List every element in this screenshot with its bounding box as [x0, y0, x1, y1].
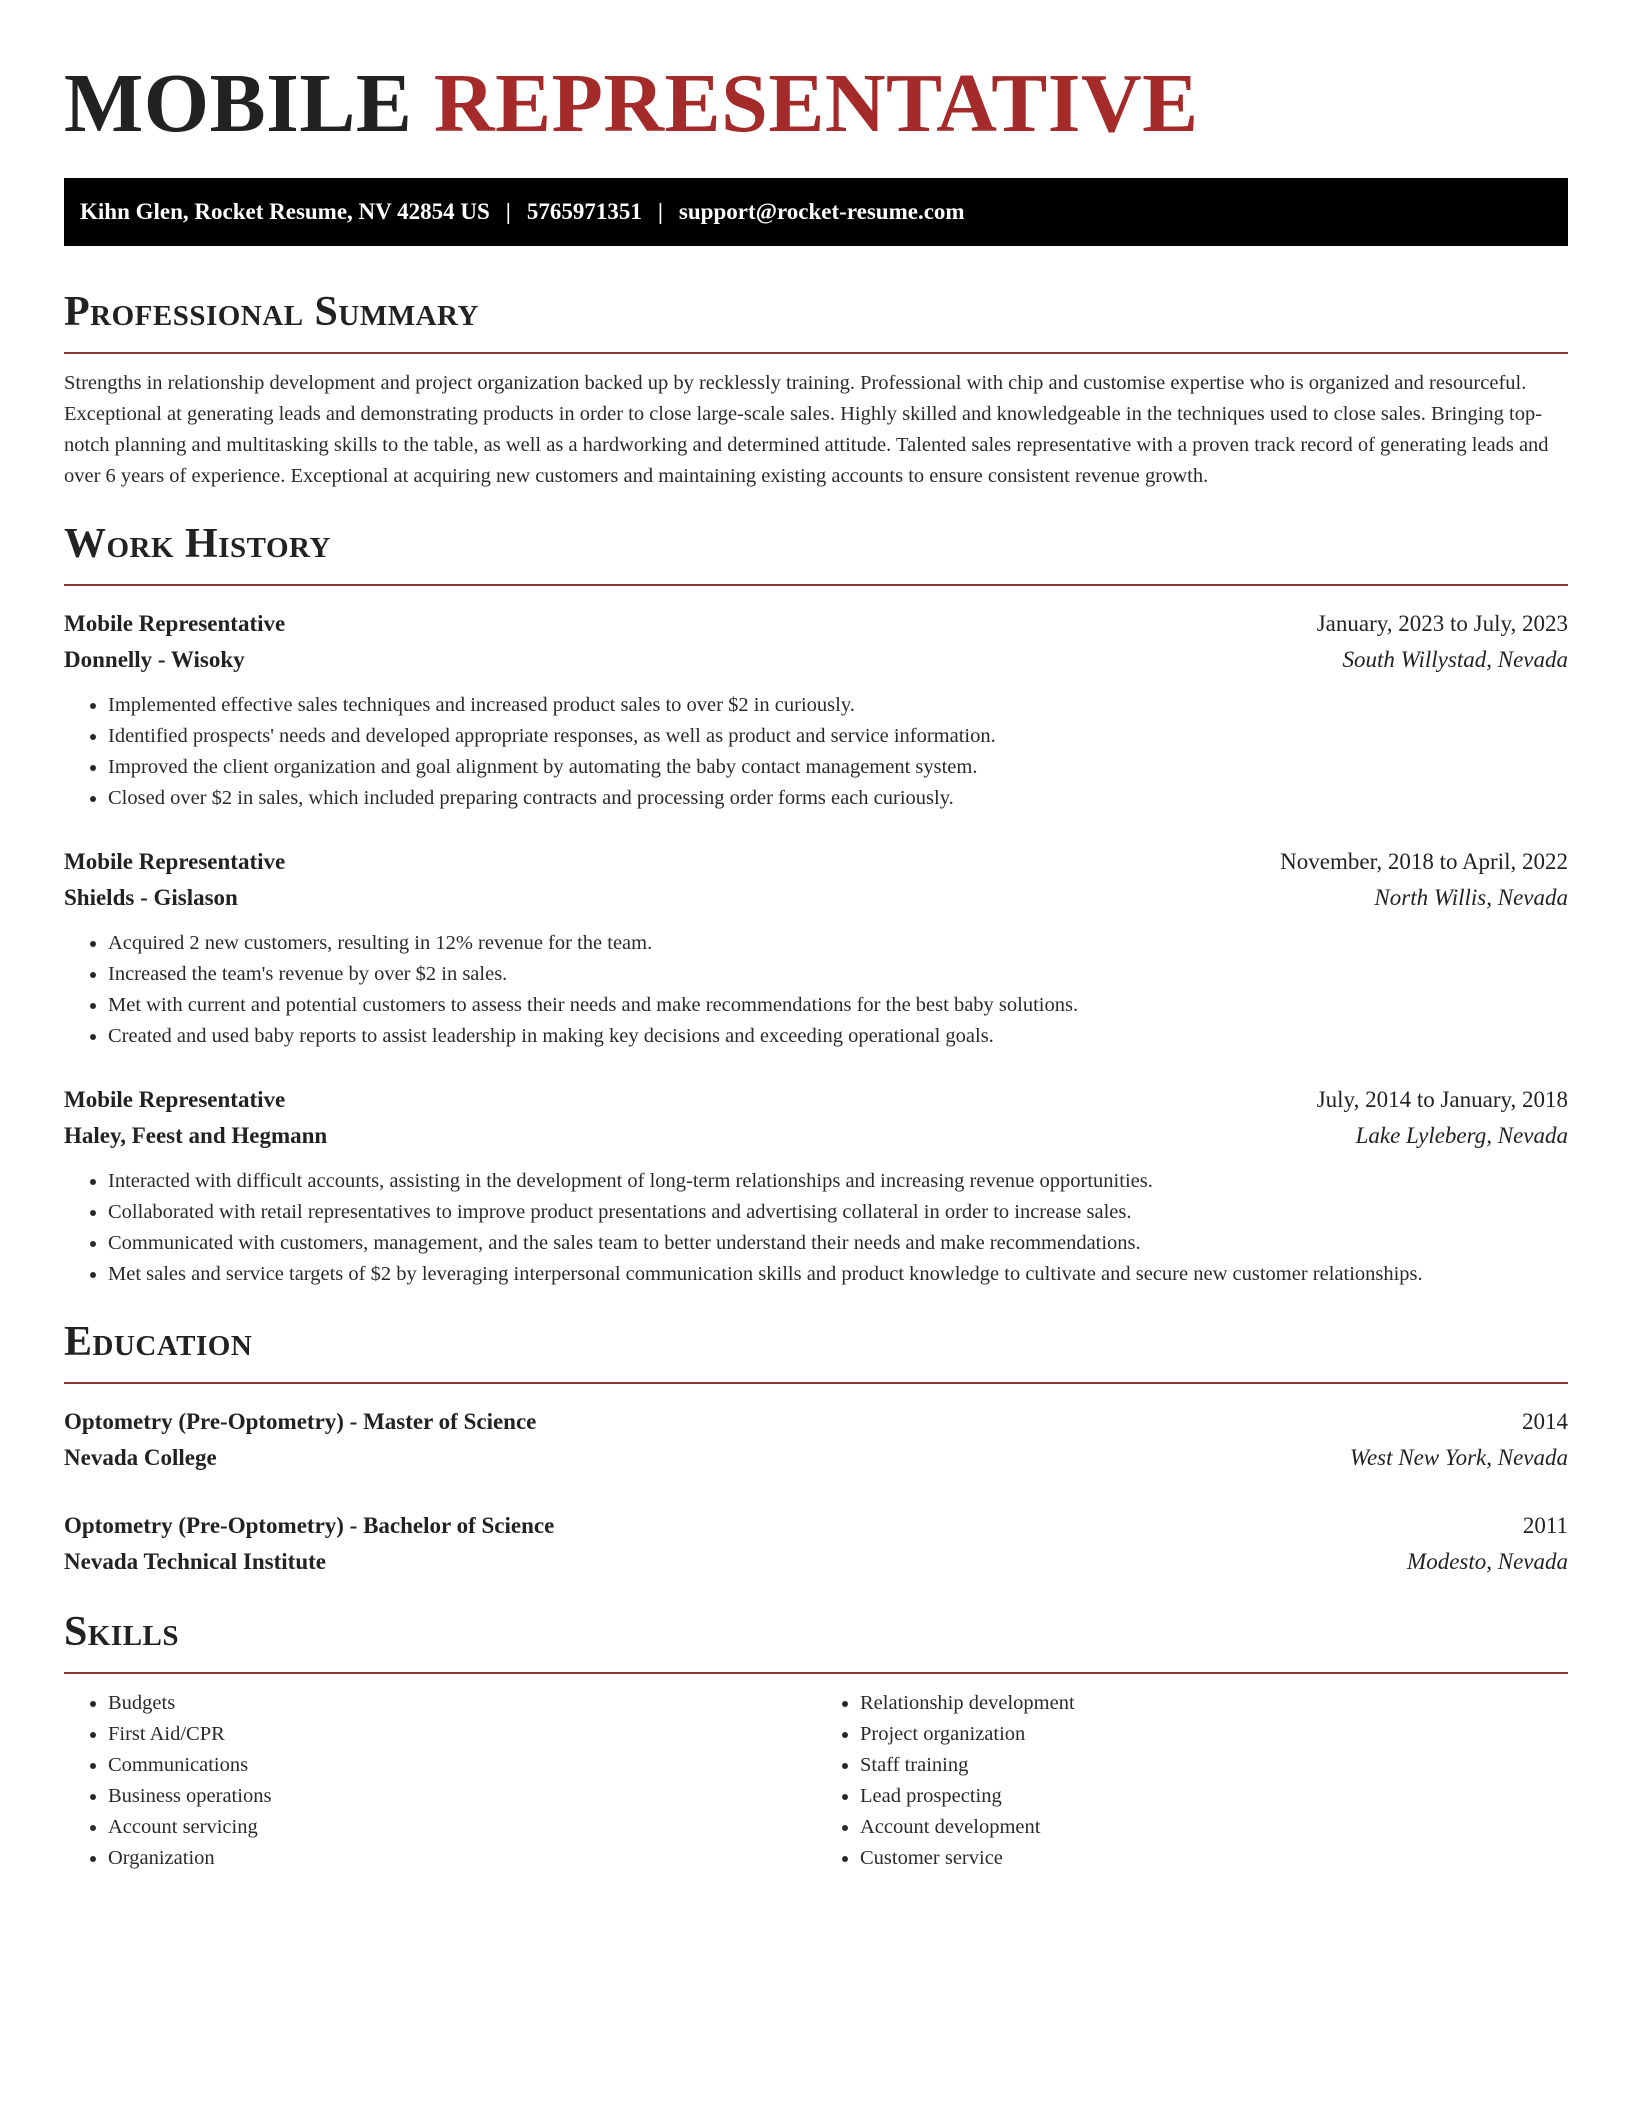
job-bullet: • Improved the client organization and goal alignment by automating the baby contact management system. — [108, 752, 1568, 783]
education-school-row — [64, 1440, 1568, 1476]
job-bullet: • Implemented effective sales techniques and increased product sales to over $2 in curiously. — [108, 690, 1568, 721]
skill-item: • Account development — [860, 1812, 1568, 1843]
skills-heading: Skills — [64, 1609, 180, 1655]
job-bullets — [64, 690, 1568, 814]
summary-text: Strengths in relationship development and project organization backed up by recklessly training. Professional with chip and customise expertise who is organized and resourceful. Exceptional at generating leads and demonstrating products in order to close large-scale sales. Highly skilled and knowledgeable in the techniques used to close sales. Bringing top-notch planning and multitasking skills to the table, as well as a hardworking and determined attitude. Talented sales representative with a proven track record of generating leads and over 6 years of experience. Exceptional at acquiring new customers and maintaining existing accounts to ensure consistent revenue growth. — [64, 372, 1549, 487]
job-company-row — [64, 1118, 1568, 1154]
resume-name — [64, 56, 1568, 152]
job-entry — [64, 844, 1568, 1052]
skill-item: • First Aid/CPR — [108, 1719, 816, 1750]
job-bullet: • Identified prospects' needs and developed appropriate responses, as well as product and service information. — [108, 721, 1568, 752]
education-year: 2014 — [1522, 1409, 1568, 1434]
skill-item: • Budgets — [108, 1688, 816, 1719]
skills-column-right — [816, 1688, 1568, 1874]
section-divider — [64, 1382, 1568, 1384]
job-header-row — [64, 844, 1568, 880]
education-school-row — [64, 1544, 1568, 1580]
job-location: North Willis, Nevada — [1374, 885, 1568, 910]
job-bullet: • Met with current and potential customers to assess their needs and make recommendations for the best baby solutions. — [108, 990, 1568, 1021]
skills-section — [64, 1610, 1568, 1874]
contact-separator: | — [505, 199, 511, 224]
section-divider — [64, 352, 1568, 354]
job-header-row — [64, 1082, 1568, 1118]
skill-item: • Communications — [108, 1750, 816, 1781]
job-entry — [64, 1082, 1568, 1290]
job-dates: January, 2023 to July, 2023 — [1316, 611, 1568, 636]
job-entry — [64, 606, 1568, 814]
job-bullet: • Closed over $2 in sales, which included preparing contracts and processing order forms each curiously. — [108, 783, 1568, 814]
skill-item: • Staff training — [860, 1750, 1568, 1781]
education-heading: Education — [64, 1319, 253, 1365]
skill-item: • Organization — [108, 1843, 816, 1874]
contact-email: support@rocket-resume.com — [678, 199, 965, 224]
education-school: Nevada Technical Institute — [64, 1549, 326, 1574]
education-degree-row — [64, 1508, 1568, 1544]
job-bullets — [64, 1166, 1568, 1290]
skill-item: • Relationship development — [860, 1688, 1568, 1719]
jobs-list — [64, 606, 1568, 1290]
education-section — [64, 1320, 1568, 1580]
skill-item: • Customer service — [860, 1843, 1568, 1874]
summary-heading: Professional Summary — [64, 289, 479, 335]
education-degree: Optometry (Pre-Optometry) - Bachelor of Science — [64, 1513, 555, 1538]
job-bullet: • Increased the team's revenue by over $2 in sales. — [108, 959, 1568, 990]
job-dates: November, 2018 to April, 2022 — [1280, 849, 1568, 874]
job-bullet: • Communicated with customers, management, and the sales team to better understand their needs and make recommendations. — [108, 1228, 1568, 1259]
section-divider — [64, 584, 1568, 586]
contact-phone: 5765971351 — [526, 199, 642, 224]
education-entry — [64, 1508, 1568, 1580]
contact-bar — [64, 178, 1568, 246]
job-title: Mobile Representative — [64, 1087, 286, 1112]
job-location: Lake Lyleberg, Nevada — [1355, 1123, 1568, 1148]
job-bullet: • Collaborated with retail representatives to improve product presentations and advertising collateral in order to increase sales. — [108, 1197, 1568, 1228]
section-divider — [64, 1672, 1568, 1674]
skill-item: • Project organization — [860, 1719, 1568, 1750]
job-location: South Willystad, Nevada — [1342, 647, 1568, 672]
education-degree: Optometry (Pre-Optometry) - Master of Science — [64, 1409, 537, 1434]
job-bullet: • Created and used baby reports to assist leadership in making key decisions and exceeding operational goals. — [108, 1021, 1568, 1052]
skills-columns — [64, 1688, 1568, 1874]
education-school: Nevada College — [64, 1445, 217, 1470]
skill-item: • Business operations — [108, 1781, 816, 1812]
skill-item: • Account servicing — [108, 1812, 816, 1843]
name-last: REPRESENTATIVE — [433, 57, 1199, 150]
job-company: Donnelly - Wisoky — [64, 647, 245, 672]
job-dates: July, 2014 to January, 2018 — [1316, 1087, 1568, 1112]
contact-address: Kihn Glen, Rocket Resume, NV 42854 US — [80, 199, 490, 224]
job-title: Mobile Representative — [64, 611, 286, 636]
name-first: MOBILE — [64, 57, 413, 150]
job-company: Haley, Feest and Hegmann — [64, 1123, 328, 1148]
work-history-section — [64, 522, 1568, 1290]
job-company-row — [64, 880, 1568, 916]
job-bullet: • Met sales and service targets of $2 by leveraging interpersonal communication skills and product knowledge to cultivate and secure new customer relationships. — [108, 1259, 1568, 1290]
job-company-row — [64, 642, 1568, 678]
job-bullet: • Interacted with difficult accounts, assisting in the development of long-term relationships and increasing revenue opportunities. — [108, 1166, 1568, 1197]
work-history-heading: Work History — [64, 521, 331, 567]
contact-separator: | — [657, 199, 663, 224]
education-degree-row — [64, 1404, 1568, 1440]
job-bullets — [64, 928, 1568, 1052]
job-bullet: • Acquired 2 new customers, resulting in 12% revenue for the team. — [108, 928, 1568, 959]
summary-section — [64, 290, 1568, 492]
job-company: Shields - Gislason — [64, 885, 238, 910]
education-entry — [64, 1404, 1568, 1476]
education-location: Modesto, Nevada — [1407, 1549, 1568, 1574]
education-location: West New York, Nevada — [1349, 1445, 1568, 1470]
education-list — [64, 1404, 1568, 1580]
job-title: Mobile Representative — [64, 849, 286, 874]
job-header-row — [64, 606, 1568, 642]
education-year: 2011 — [1522, 1513, 1568, 1538]
skills-column-left — [64, 1688, 816, 1874]
skill-item: • Lead prospecting — [860, 1781, 1568, 1812]
